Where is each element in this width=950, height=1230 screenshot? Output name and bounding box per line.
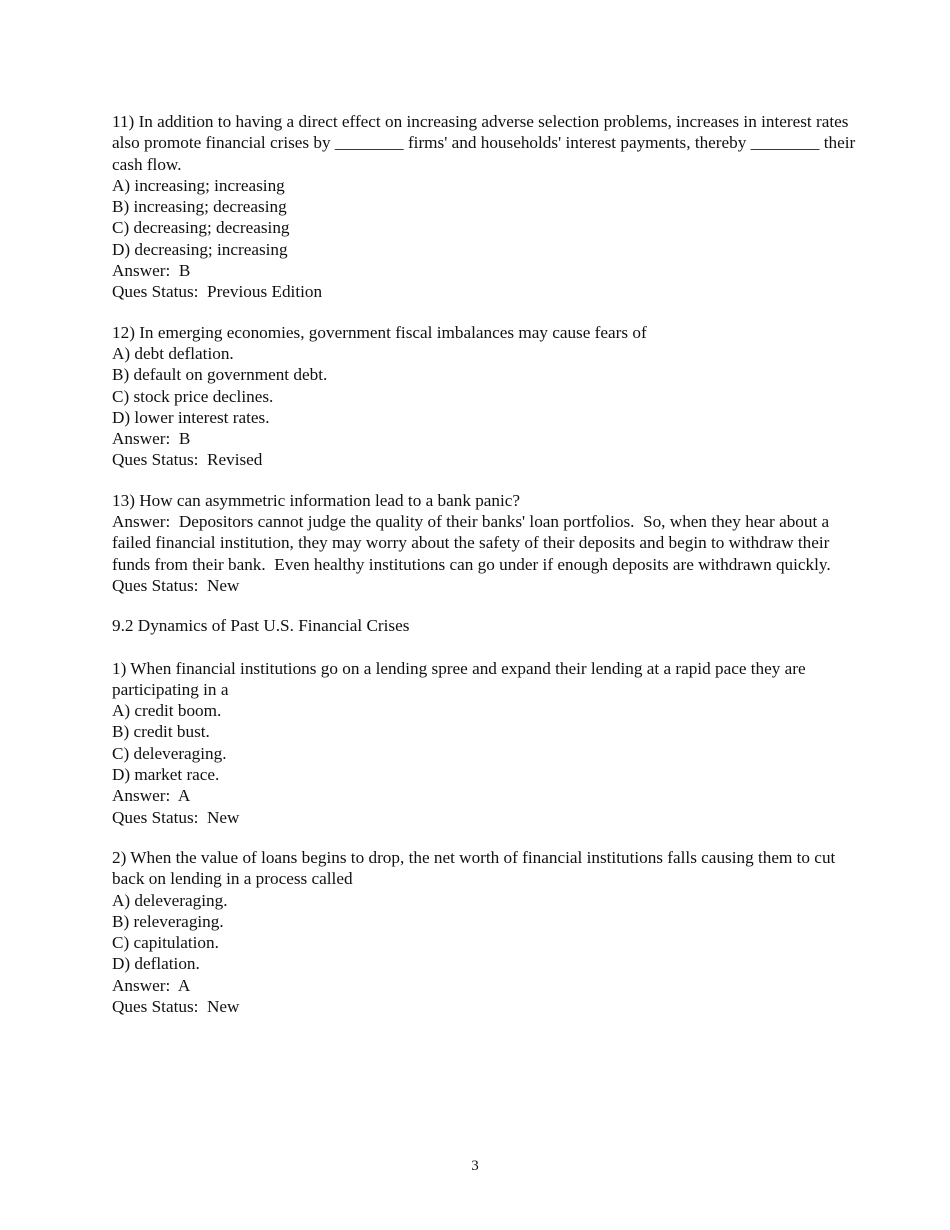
answer-text: Answer: B <box>112 429 191 449</box>
page-number: 3 <box>471 1158 479 1174</box>
option-d: D) deflation. <box>112 954 200 974</box>
answer-text: Answer: A <box>112 786 191 806</box>
option-c: C) decreasing; decreasing <box>112 218 290 238</box>
question-block-11 <box>112 111 862 303</box>
option-b: B) credit bust. <box>112 722 210 742</box>
question-status: Ques Status: New <box>112 996 240 1016</box>
document-page <box>112 111 862 1036</box>
question-status: Ques Status: New <box>112 575 240 595</box>
question-text: 1) When financial institutions go on a lending spree and expand their lending at a rapid pace they are participating in a <box>112 658 810 699</box>
option-c: C) capitulation. <box>112 933 219 953</box>
option-a: A) deleveraging. <box>112 890 228 910</box>
question-text: 11) In addition to having a direct effect on increasing adverse selection problems, increases in interest rates also promote financial crises by ________ firms' and households' interest payments, thereby ________ their cash flow. <box>112 112 860 174</box>
question-text: 12) In emerging economies, government fiscal imbalances may cause fears of <box>112 322 647 342</box>
answer-text: Answer: B <box>112 261 191 281</box>
option-d: D) decreasing; increasing <box>112 239 288 259</box>
question-block-12 <box>112 322 862 471</box>
option-b: B) increasing; decreasing <box>112 197 287 217</box>
option-c: C) stock price declines. <box>112 386 274 406</box>
question-block-9-2-1 <box>112 658 862 828</box>
question-text: 13) How can asymmetric information lead to a bank panic? <box>112 490 521 510</box>
option-b: B) releveraging. <box>112 911 224 931</box>
answer-text: Answer: Depositors cannot judge the quality of their banks' loan portfolios. So, when they hear about a failed financial institution, they may worry about the safety of their deposits and begin to withdraw their funds from their bank. Even healthy institutions can go under if enough deposits are withdrawn quickly. <box>112 512 834 574</box>
question-block-13 <box>112 490 862 596</box>
answer-text: Answer: A <box>112 975 191 995</box>
option-a: A) increasing; increasing <box>112 175 285 195</box>
option-d: D) market race. <box>112 765 220 785</box>
option-a: A) credit boom. <box>112 701 222 721</box>
question-status: Ques Status: Previous Edition <box>112 282 323 302</box>
question-status: Ques Status: New <box>112 807 240 827</box>
option-b: B) default on government debt. <box>112 365 328 385</box>
option-c: C) deleveraging. <box>112 743 227 763</box>
question-block-9-2-2 <box>112 847 862 1017</box>
question-status: Ques Status: Revised <box>112 450 263 470</box>
option-d: D) lower interest rates. <box>112 407 270 427</box>
question-text: 2) When the value of loans begins to drop, the net worth of financial institutions falls causing them to cut back on lending in a process called <box>112 847 840 889</box>
option-a: A) debt deflation. <box>112 343 234 363</box>
section-heading: 9.2 Dynamics of Past U.S. Financial Crises <box>112 616 410 636</box>
